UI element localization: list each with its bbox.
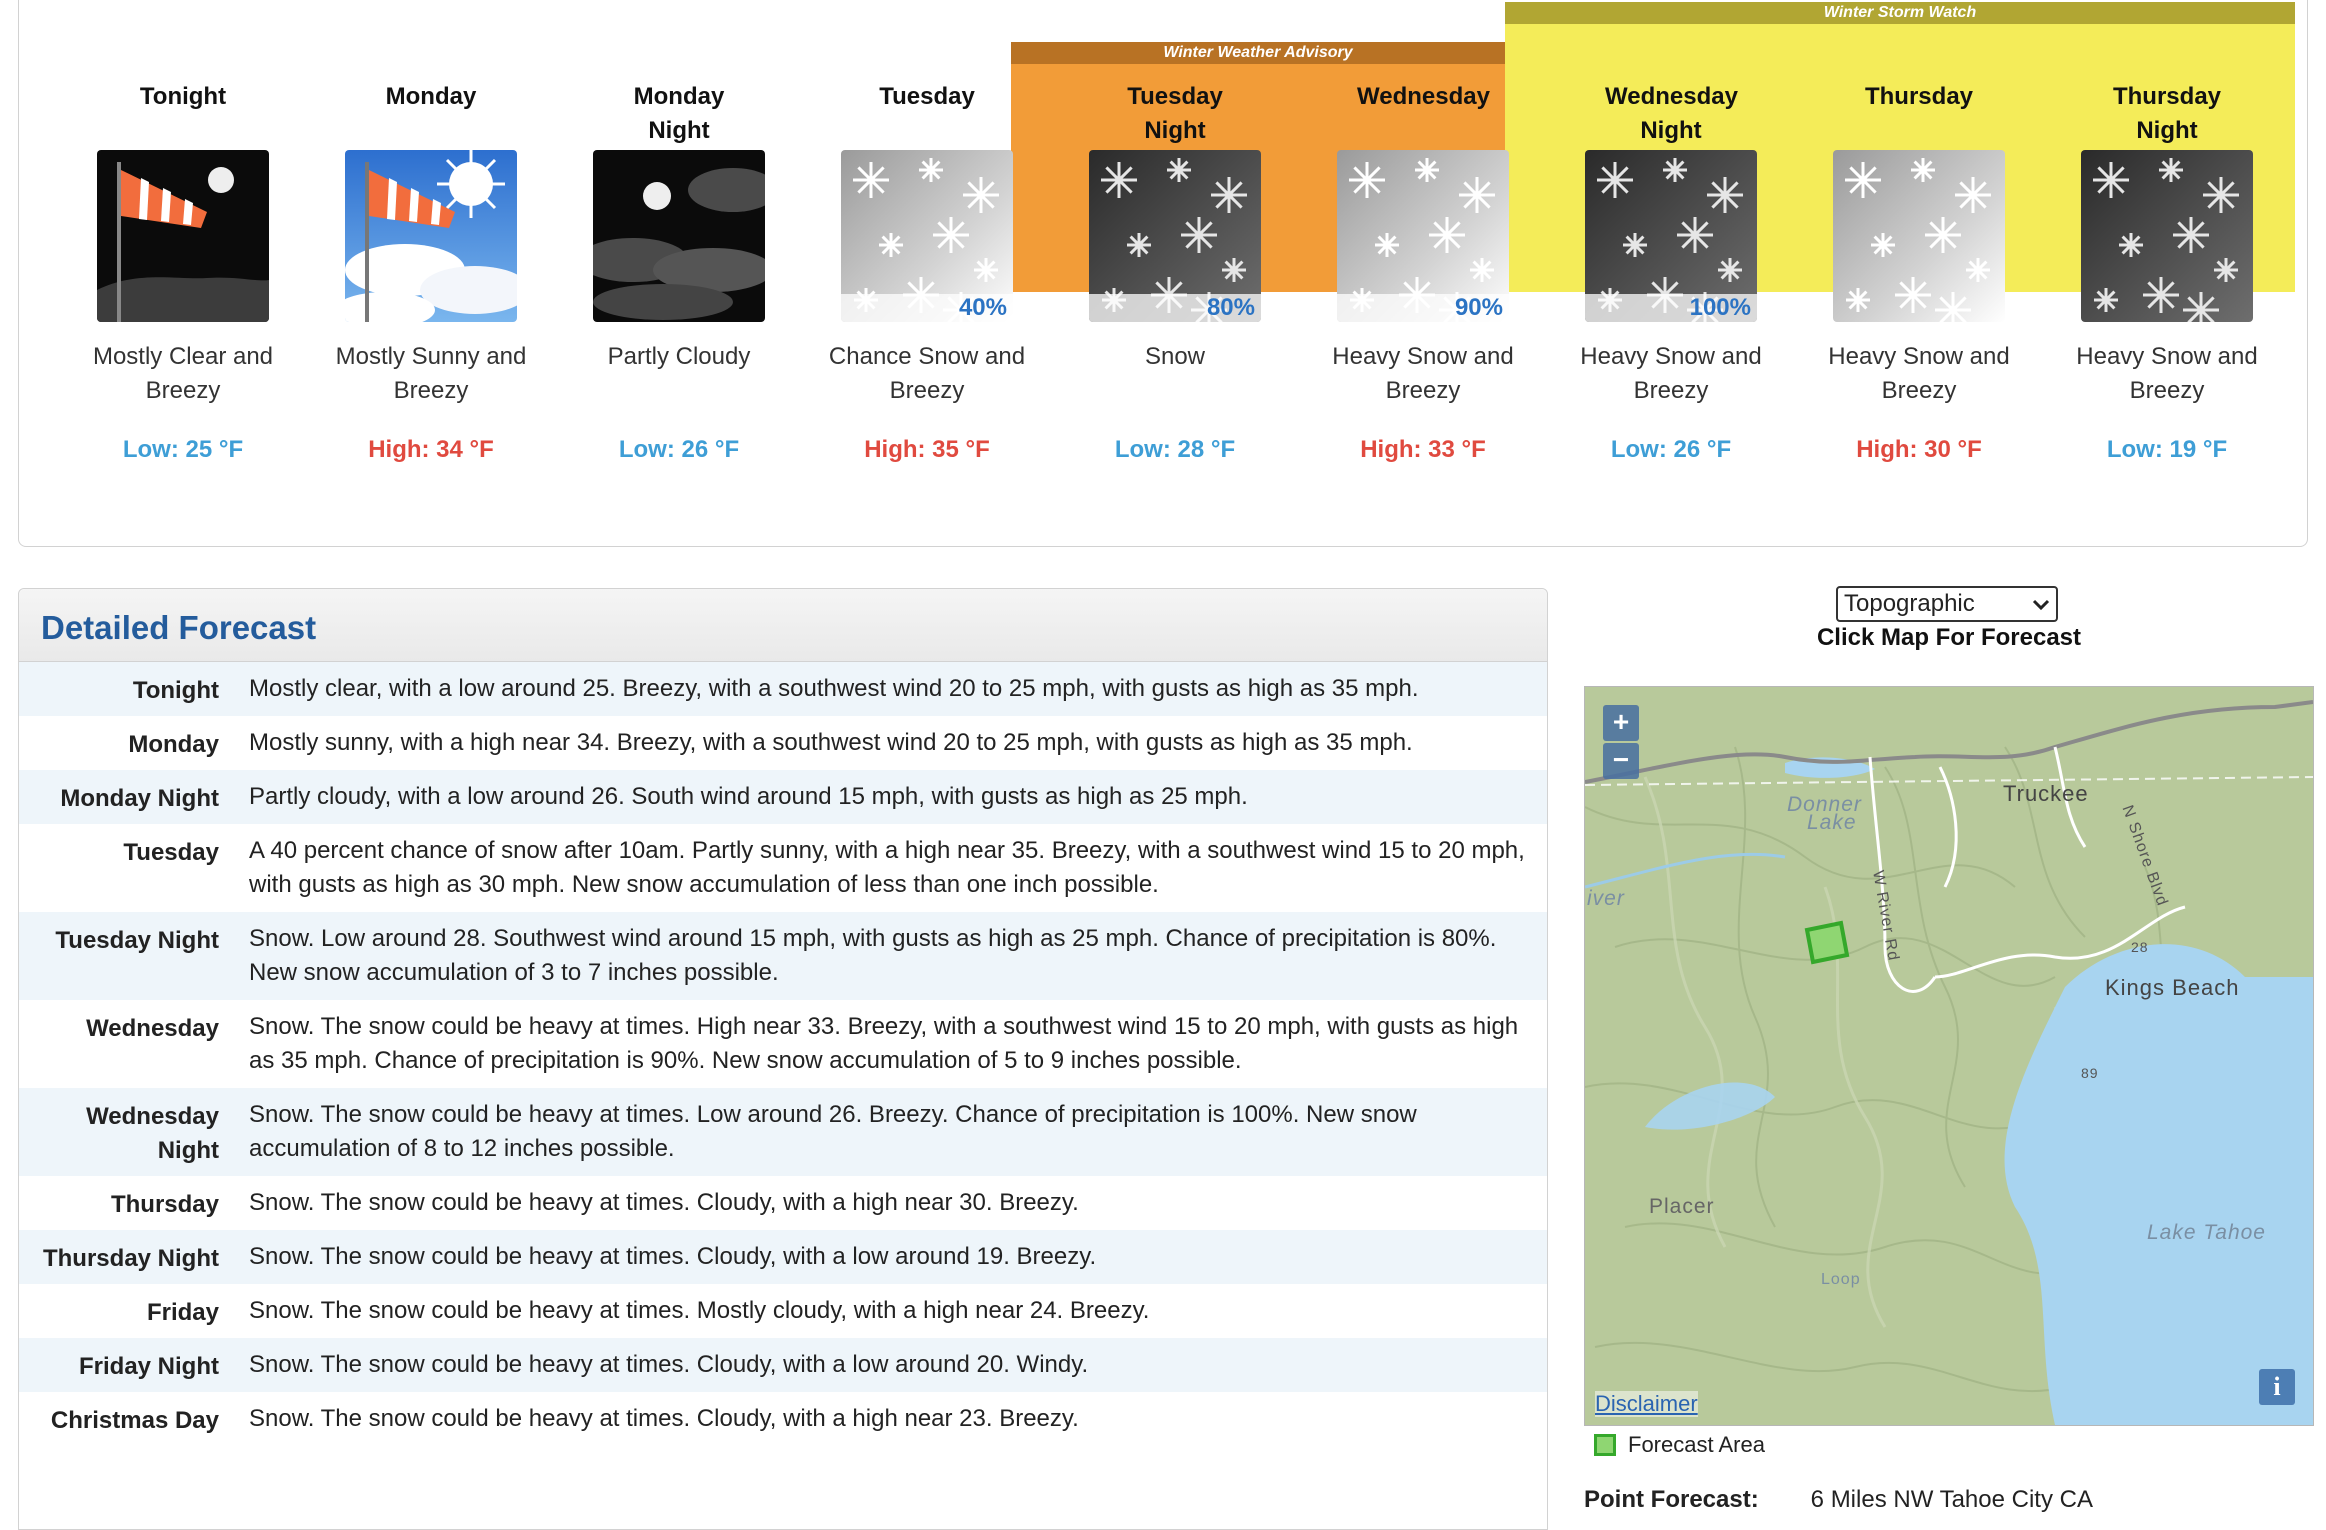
period-temp: High: 34 °F [368,436,494,463]
row-period-label: Friday [146,1299,219,1326]
period-temp: Low: 26 °F [618,436,740,463]
row-forecast-text: Mostly sunny, with a high near 34. Breezy, with a southwest wind 20 to 25 mph, with gusts as high as 35 mph. [249,729,1413,756]
period-name: Thursday [1864,83,1974,110]
forecast-period[interactable] [1299,80,1547,464]
period-short-desc: Heavy Snow and Breezy [2076,343,2258,404]
period-temp: High: 30 °F [1856,436,1982,463]
weather-day-wind-sunny-icon[interactable] [345,150,517,322]
row-period-label: Friday Night [78,1353,219,1380]
precip-chance: 90% [1337,294,1509,322]
row-period-label: Monday Night [60,785,219,812]
period-name: Tuesday [879,83,975,110]
detailed-forecast-row [19,716,1547,770]
period-temp: Low: 28 °F [1114,436,1236,463]
map-type-select[interactable] [1836,586,2058,622]
map-label-truckee: Truckee [2003,781,2089,806]
detailed-forecast-row [19,1000,1547,1088]
map-label-lake-tahoe: Lake Tahoe [2147,1221,2266,1244]
point-forecast-label: Point Forecast: [1584,1486,1759,1513]
row-forecast-text: Snow. The snow could be heavy at times. Low around 26. Breezy. Chance of precipitation is 100%. New snow accumulation of 8 to 12 inches possible. [249,1101,1417,1162]
period-name: Tuesday Night [1127,83,1223,144]
map-label-kings-beach: Kings Beach [2105,975,2240,1000]
forecast-period[interactable] [1795,80,2043,464]
weather-night-snow-icon[interactable] [1585,150,1757,322]
forecast-period[interactable] [1547,80,1795,464]
period-temp: Low: 19 °F [2106,436,2228,463]
row-period-label: Tuesday Night [55,927,219,954]
detailed-forecast-header [19,589,1547,662]
weather-day-snow-icon[interactable] [1833,150,2005,322]
period-name: Thursday Night [2112,83,2222,144]
weather-night-snow-icon[interactable] [1089,150,1261,322]
map-label-n-shore: N Shore Blvd [2118,802,2171,909]
forecast-period[interactable] [307,80,555,464]
period-name: Monday Night [633,83,725,144]
row-forecast-text: A 40 percent chance of snow after 10am. Partly sunny, with a high near 35. Breezy, with a southwest wind 15 to 20 mph, with gusts as high as 30 mph. New snow accumulation of less than one inch possible. [249,837,1525,898]
zoom-in-button[interactable]: + [1603,705,1639,741]
row-period-label: Wednesday Night [86,1103,219,1164]
detailed-forecast-row [19,824,1547,912]
detailed-forecast-row [19,912,1547,1000]
row-forecast-text: Snow. The snow could be heavy at times. Cloudy, with a high near 23. Breezy. [249,1405,1079,1432]
map-legend [1594,1432,1765,1458]
row-period-label: Thursday [110,1191,219,1218]
map-type-select-wrap [1836,586,2058,622]
period-short-desc: Mostly Sunny and Breezy [335,343,527,404]
zoom-out-button[interactable]: − [1603,743,1639,779]
period-short-desc: Heavy Snow and Breezy [1828,343,2010,404]
precip-chance: 40% [841,294,1013,322]
row-forecast-text: Snow. The snow could be heavy at times. Cloudy, with a low around 20. Windy. [249,1351,1089,1378]
period-short-desc: Partly Cloudy [607,343,751,370]
weather-day-snow-icon[interactable] [1337,150,1509,322]
forecast-area-swatch [1594,1434,1616,1456]
point-forecast [1584,1486,2093,1514]
row-forecast-text: Snow. The snow could be heavy at times. Mostly cloudy, with a high near 24. Breezy. [249,1297,1150,1324]
period-name: Wednesday [1357,83,1490,110]
chevron-down-icon [2032,590,2050,618]
row-period-label: Tuesday [123,839,219,866]
map-label-placer: Placer [1649,1195,1715,1218]
row-period-label: Monday [128,731,219,758]
map-label-route-89: 89 [2081,1065,2099,1081]
map-label-river: iver [1587,887,1625,910]
detailed-forecast-row [19,1230,1547,1284]
weather-day-snow-icon[interactable] [841,150,1013,322]
map-label-loop: Loop [1821,1271,1861,1288]
precip-chance: 80% [1089,294,1261,322]
map-caption: Click Map For Forecast [1816,624,2082,651]
forecast-map[interactable] [1584,686,2314,1426]
row-period-label: Thursday Night [42,1245,219,1272]
map-terrain [1585,687,2313,1425]
period-name: Monday [385,83,477,110]
period-short-desc: Mostly Clear and Breezy [92,343,274,404]
row-forecast-text: Snow. Low around 28. Southwest wind around 15 mph, with gusts as high as 25 mph. Chance of precipitation is 80%. New snow accumulation of 3 to 7 inches possible. [249,925,1497,986]
legend-label: Forecast Area [1628,1432,1765,1457]
hazard-watch-label[interactable]: Winter Storm Watch [1505,2,2295,24]
period-temp: Low: 25 °F [122,436,244,463]
map-type-value: Topographic [1844,590,1975,617]
forecast-period[interactable] [59,80,307,464]
forecast-period[interactable] [555,80,803,464]
period-name: Tonight [139,83,227,110]
period-short-desc: Chance Snow and Breezy [828,343,1026,404]
detailed-forecast-row [19,1088,1547,1176]
row-period-label: Wednesday [86,1015,219,1042]
row-forecast-text: Mostly clear, with a low around 25. Breezy, with a southwest wind 20 to 25 mph, with gusts as high as 35 mph. [249,675,1419,702]
detailed-forecast-row [19,770,1547,824]
weather-night-wind-clear-icon[interactable] [97,150,269,322]
info-button[interactable]: i [2259,1369,2295,1405]
disclaimer-link[interactable]: Disclaimer [1595,1391,1698,1416]
detailed-forecast-row [19,1338,1547,1392]
period-temp: High: 35 °F [864,436,990,463]
weather-night-snow-icon[interactable] [2081,150,2253,322]
detailed-forecast-row [19,662,1547,716]
detailed-forecast-row [19,1284,1547,1338]
hazard-advisory-label[interactable]: Winter Weather Advisory [1011,42,1505,64]
detailed-forecast-row [19,1176,1547,1230]
detailed-forecast-panel [18,588,1548,1530]
map-label-route-28: 28 [2131,939,2149,955]
forecast-period[interactable] [1051,80,1299,464]
period-short-desc: Heavy Snow and Breezy [1580,343,1762,404]
map-label-donner-lake: Lake [1807,811,1857,834]
row-period-label: Christmas Day [50,1407,219,1434]
period-name: Wednesday Night [1605,83,1738,144]
period-short-desc: Heavy Snow and Breezy [1332,343,1514,404]
period-temp: High: 33 °F [1360,436,1486,463]
precip-chance: 100% [1585,294,1757,322]
period-temp: Low: 26 °F [1610,436,1732,463]
row-forecast-text: Snow. The snow could be heavy at times. Cloudy, with a low around 19. Breezy. [249,1243,1097,1270]
map-label-donner: Donner [1787,793,1862,816]
row-forecast-text: Snow. The snow could be heavy at times. Cloudy, with a high near 30. Breezy. [249,1189,1079,1216]
forecast-period[interactable] [2043,80,2291,464]
point-forecast-value: 6 Miles NW Tahoe City CA [1810,1486,2093,1513]
period-short-desc: Snow [1144,343,1206,370]
seven-day-forecast [18,0,2308,547]
forecast-period[interactable] [803,80,1051,464]
detailed-forecast-row [19,1392,1547,1446]
row-forecast-text: Snow. The snow could be heavy at times. High near 33. Breezy, with a southwest wind 15 to 20 mph, with gusts as high as 35 mph. Chance of precipitation is 90%. New snow accumulation of 5 to 9 inches possible. [249,1013,1519,1074]
detailed-forecast-title: Detailed Forecast [41,609,317,646]
weather-night-partly-cloudy-icon[interactable] [593,150,765,322]
row-period-label: Tonight [132,677,219,704]
row-forecast-text: Partly cloudy, with a low around 26. South wind around 15 mph, with gusts as high as 25 mph. [249,783,1248,810]
map-label-w-river: W River Rd [1869,869,1902,963]
